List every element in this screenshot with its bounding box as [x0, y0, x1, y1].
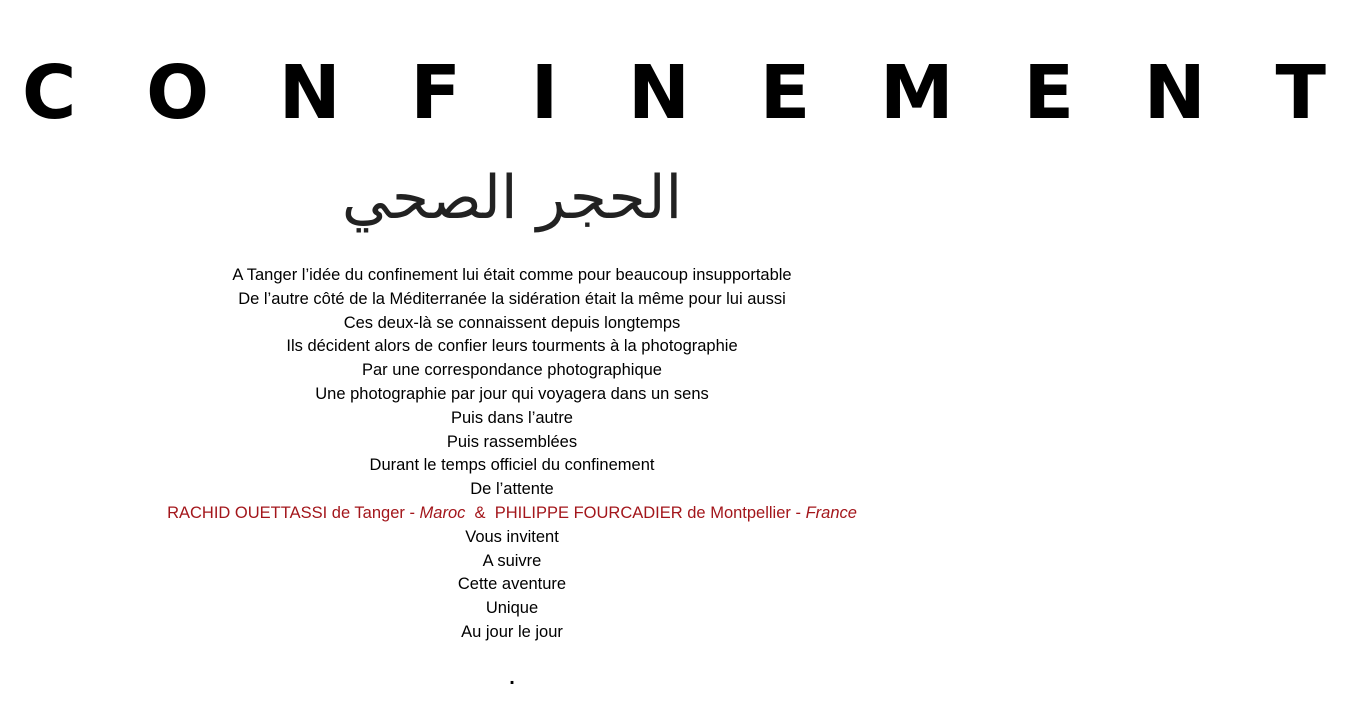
credit-person-1: RACHID OUETTASSI de Tanger - — [167, 503, 420, 522]
text-line: Durant le temps officiel du confinement — [369, 456, 655, 475]
arabic-title: الحجر الصحي — [341, 163, 683, 233]
text-line: Ces deux-là se connaissent depuis longtemps — [343, 313, 681, 332]
text-line: De l’attente — [470, 480, 554, 499]
text-line: A Tanger l’idée du confinement lui était comme pour beaucoup insupportable — [232, 266, 792, 284]
text-line: Puis dans l’autre — [451, 408, 573, 427]
text-line: Ils décident alors de confier leurs tourments à la photographie — [286, 337, 738, 356]
text-line: Une photographie par jour qui voyagera dans un sens — [315, 384, 709, 403]
credit-separator: & — [465, 503, 495, 522]
credit-place-1: Maroc — [419, 503, 466, 522]
text-line: Puis rassemblées — [446, 432, 578, 451]
page-title: C O N F I N E M E N T — [22, 50, 1348, 136]
text-body — [0, 264, 1024, 645]
final-mark: . — [509, 667, 515, 689]
credit-line — [0, 502, 1024, 526]
text-line: Par une correspondance photographique — [362, 361, 662, 380]
text-line: A suivre — [482, 551, 542, 570]
text-line: Au jour le jour — [461, 622, 563, 641]
text-line: Vous invitent — [465, 527, 559, 546]
text-line: Unique — [485, 599, 539, 618]
credit-place-2: France — [805, 503, 857, 522]
text-line: De l’autre côté de la Méditerranée la sidération était la même pour lui aussi — [238, 289, 786, 308]
credit-person-2: PHILIPPE FOURCADIER de Montpellier - — [494, 503, 806, 522]
text-line: Cette aventure — [457, 575, 567, 594]
